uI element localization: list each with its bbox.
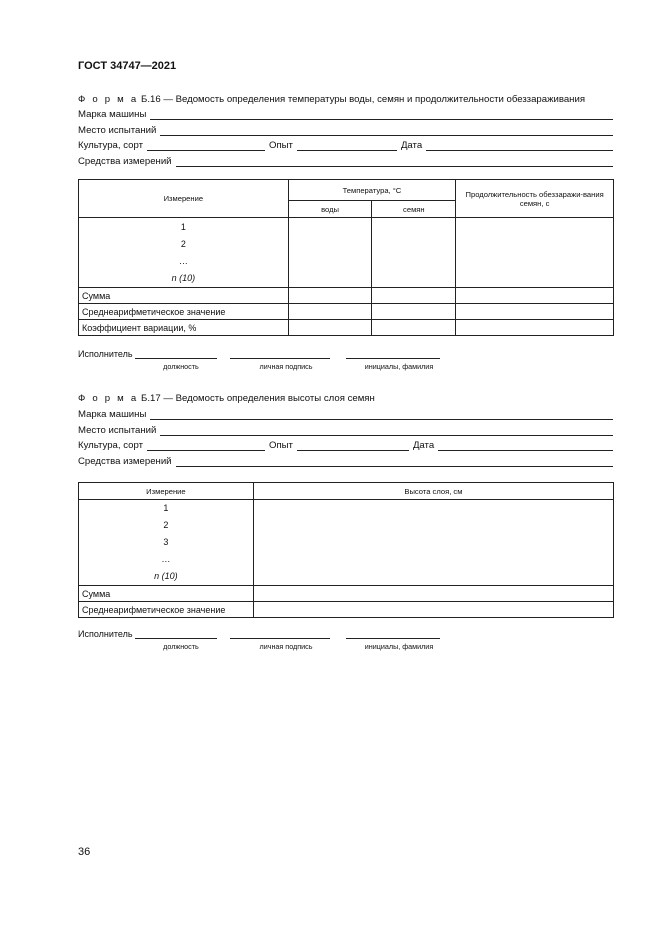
form16-culture-line [78,137,613,151]
form17-sum-label: Сумма [79,586,254,602]
form16-sum-duration[interactable] [456,288,614,304]
form17-position-blank[interactable] [135,628,217,639]
form17-measure-rows [79,500,614,586]
form16-instruments-label: Средства измерений [78,156,172,167]
form17-culture-blank[interactable] [147,439,265,451]
form17-title-prefix: Ф о р м а [78,393,139,404]
form16-signature-caption: личная подпись [259,362,313,371]
form16-mean-water[interactable] [288,304,372,320]
table-row [79,304,614,320]
form17-experiment-label: Опыт [268,440,293,451]
form17-signature-caption: личная подпись [259,642,313,651]
form16-cv-seeds[interactable] [372,320,456,336]
list-item: 3 [163,537,169,547]
page-number: 36 [78,846,91,858]
form17-executor [78,628,440,639]
form16-water-cell[interactable] [288,218,372,288]
form16-measure-rows [79,218,614,288]
form16-date-blank[interactable] [426,139,613,151]
form17-place-label: Место испытаний [78,425,157,436]
form17-culture-line [78,437,613,451]
form16-instruments-line [78,153,613,167]
form17-machine-line [78,406,613,420]
form16-seeds-cell[interactable] [372,218,456,288]
form17-date-label: Дата [412,440,435,451]
form16-mean-label: Среднеарифметическое значение [79,304,289,320]
list-item: … [178,255,188,266]
list-item: 2 [163,520,169,530]
form17-table [78,482,614,618]
table-row [79,602,614,618]
form17-mean-height[interactable] [253,602,613,618]
form16-col-measure: Измерение [79,180,289,218]
form16-title-prefix: Ф о р м а [78,94,139,105]
form17-title-text: Б.17 — Ведомость определения высоты слоя семян [141,393,375,404]
list-item: n (10) [154,571,178,581]
form16-machine-blank[interactable] [150,108,613,120]
list-item: … [161,554,171,564]
form16-col-duration: Продолжительность обеззаражи-вания семян, с [456,180,614,218]
form16-date-label: Дата [400,140,423,151]
list-item: 1 [163,503,169,513]
form16-sum-seeds[interactable] [372,288,456,304]
form16-signature-blank[interactable] [230,348,330,359]
list-item: n (10) [171,272,196,283]
form16-col-water: воды [288,201,372,218]
form17-executor-label: Исполнитель [78,629,133,639]
form16-sum-water[interactable] [288,288,372,304]
form16-cv-label: Коэффициент вариации, % [79,320,289,336]
form17-sum-height[interactable] [253,586,613,602]
form17-mean-label: Среднеарифметическое значение [79,602,254,618]
form17-name-blank[interactable] [346,628,440,639]
table-row [79,288,614,304]
form16-cv-water[interactable] [288,320,372,336]
form16-machine-label: Марка машины [78,109,147,120]
form16-culture-blank[interactable] [147,139,265,151]
form17-col-height: Высота слоя, см [253,483,613,500]
form17-position-caption: должность [163,642,199,651]
form16-mean-duration[interactable] [456,304,614,320]
form16-place-blank[interactable] [160,124,613,136]
form16-machine-line [78,106,613,120]
form16-title [78,94,585,105]
form17-machine-label: Марка машины [78,409,147,420]
form16-table [78,179,614,336]
form17-instruments-label: Средства измерений [78,456,172,467]
form16-place-label: Место испытаний [78,125,157,136]
form16-name-blank[interactable] [346,348,440,359]
form17-culture-label: Культура, сорт [78,440,143,451]
document-code: ГОСТ 34747—2021 [78,60,177,72]
list-item: 2 [180,238,186,249]
form16-mean-seeds[interactable] [372,304,456,320]
form16-duration-cell[interactable] [456,218,614,288]
form17-machine-blank[interactable] [150,408,613,420]
form17-date-blank[interactable] [438,439,613,451]
form16-col-seeds: семян [372,201,456,218]
form16-name-caption: инициалы, фамилия [364,362,434,371]
table-row [79,320,614,336]
form17-col-measure: Измерение [79,483,254,500]
form16-culture-label: Культура, сорт [78,140,143,151]
form17-place-blank[interactable] [160,424,613,436]
form16-col-temp: Температура, °С [288,180,456,201]
list-item: 1 [180,221,186,232]
form16-place-line [78,122,613,136]
form17-place-line [78,422,613,436]
form16-executor-label: Исполнитель [78,349,133,359]
form17-instruments-blank[interactable] [176,455,613,467]
form17-signature-blank[interactable] [230,628,330,639]
form16-position-blank[interactable] [135,348,217,359]
form17-instruments-line [78,453,613,467]
form17-name-caption: инициалы, фамилия [364,642,434,651]
table-row [79,586,614,602]
form16-sum-label: Сумма [79,288,289,304]
form16-position-caption: должность [163,362,199,371]
form17-height-cell[interactable] [253,500,613,586]
form17-title [78,393,375,404]
form16-experiment-blank[interactable] [297,139,397,151]
form16-executor [78,348,440,359]
form16-title-text: Б.16 — Ведомость определения температуры воды, семян и продолжительности обеззараживания [141,94,586,105]
form16-experiment-label: Опыт [268,140,293,151]
form17-experiment-blank[interactable] [297,439,409,451]
form16-cv-duration[interactable] [456,320,614,336]
form16-instruments-blank[interactable] [176,155,613,167]
